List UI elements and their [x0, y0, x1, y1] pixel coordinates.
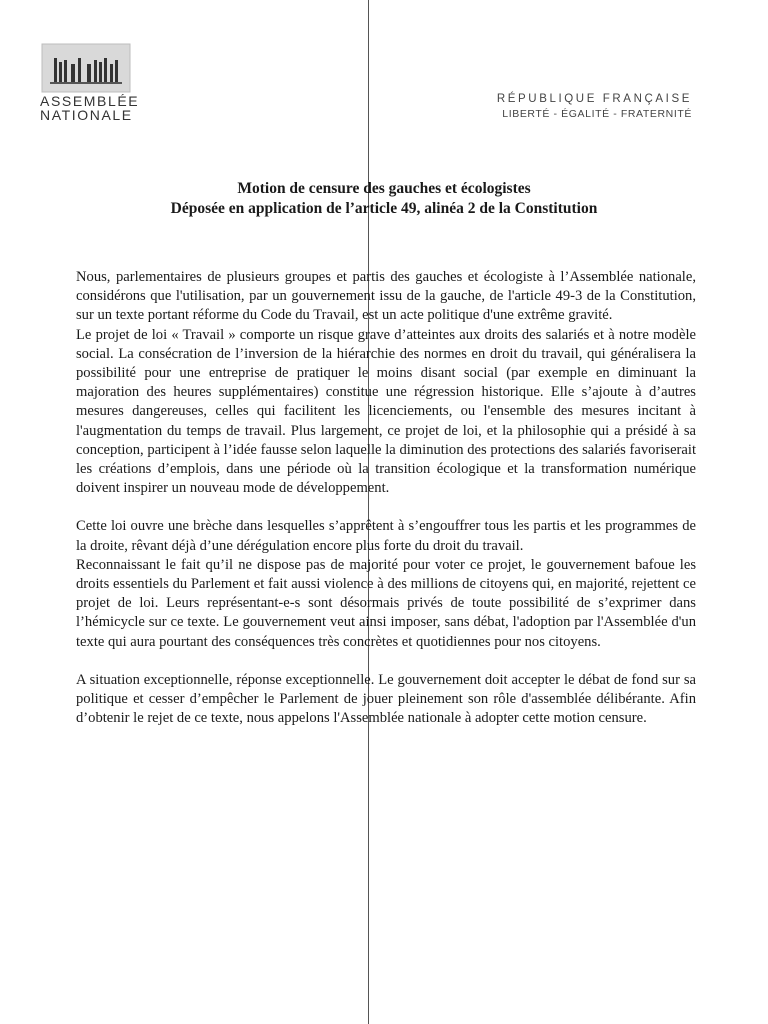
- paragraph-2: Le projet de loi « Travail » comporte un risque grave d’atteintes aux droits des salariés et à notre modèle social. La consécration de l’inversion de la hiérarchie des normes en droit du travail, qui généralisera la possibilité pour une entreprise de pratiquer le moins disant social (par exemple en diminuant la majoration des heures supplémentaires) constitue une régression historique. Elle s’ajoute à d’autres mesures dangereuses, celles qui facilitent les licenciements, ou l'ensemble des mesures incitant à l'augmentation du temps de travail. Plus largement, ce projet de loi, et la philosophie qui a présidé à sa conception, participent à l’idée fausse selon laquelle la diminution des protections des salariés favoriserait les créations d’emplois, dans une période où la transition écologique et la transformation numérique doivent inspirer un nouveau mode de développement.: [76, 326, 696, 497]
- paragraph-1: Nous, parlementaires de plusieurs groupes et partis des gauches et écologiste à l’Assemblée nationale, considérons que l'utilisation, par un gouvernement issu de la gauche, de l'article 49-3 de la Constitution, sur un texte portant réforme du Code du Travail, est un acte politique d'une extrême gravité.: [76, 269, 696, 324]
- paragraph-4: Reconnaissant le fait qu’il ne dispose pas de majorité pour voter ce projet, le gouvernement bafoue les droits essentiels du Parlement et fait aussi violence à des millions de citoyens qui, en majorité, rejettent ce projet de loi. Leurs représentant-e-s sont désormais privés de toute possibilité de s’exprimer dans l’hémicycle sur ce texte. Le gouvernement veut ainsi imposer, sans débat, l'adoption par l'Assemblée d'un texte qui aura pourtant des conséquences très concrètes et quotidiennes pour nos citoyens.: [76, 556, 696, 650]
- republic-motto-text: LIBERTÉ - ÉGALITÉ - FRATERNITÉ: [502, 108, 692, 120]
- hemicycle-columns-icon: [40, 42, 132, 94]
- motion-body: [76, 268, 696, 728]
- institution-name-line2: NATIONALE: [40, 107, 133, 123]
- paragraph-3: Cette loi ouvre une brèche dans lesquelles s’apprêtent à s’engouffrer tous les partis et les programmes de la droite, rêvant déjà d’une dérégulation encore plus forte du droit du travail.: [76, 518, 696, 554]
- republic-name: RÉPUBLIQUE FRANÇAISE: [496, 93, 692, 105]
- assemblee-nationale-logo: [40, 42, 140, 123]
- paragraph-5: A situation exceptionnelle, réponse exceptionnelle. Le gouvernement doit accepter le débat de fond sur sa politique et cesser d’empêcher le Parlement de jouer pleinement son rôle d'assemblée délibérante. Afin d’obtenir le rejet de ce texte, nous appelons l'Assemblée nationale à adopter cette motion censure.: [76, 671, 696, 727]
- title-line-2: Déposée en application de l’article 49, alinéa 2 de la Constitution: [170, 200, 598, 217]
- institution-name-line1: ASSEMBLÉE: [40, 93, 140, 109]
- republic-motto: [497, 92, 692, 122]
- title-line-1: Motion de censure des gauches et écologistes: [237, 180, 531, 197]
- document-title: [60, 179, 708, 219]
